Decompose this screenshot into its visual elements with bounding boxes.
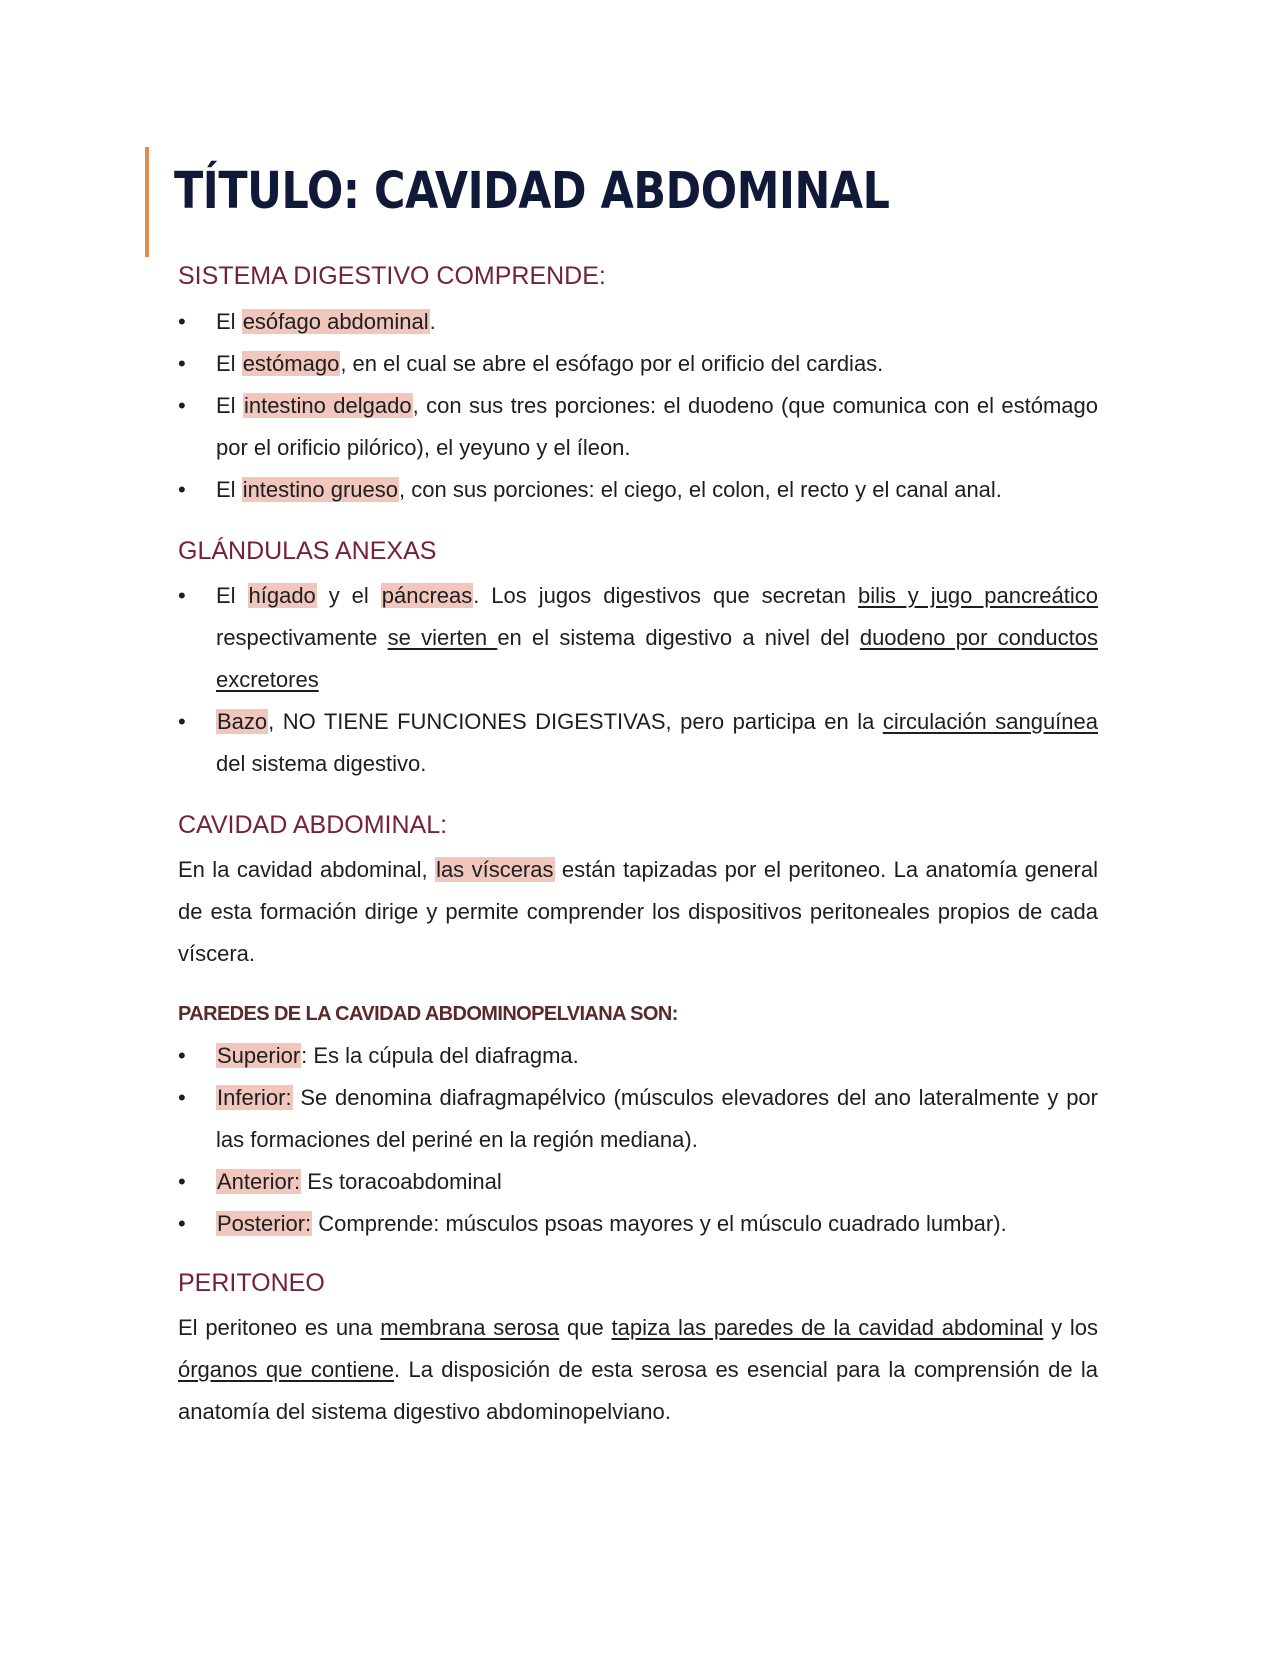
section-heading-paredes: PAREDES DE LA CAVIDAD ABDOMINOPELVIANA SON: <box>178 1003 678 1025</box>
section-heading-peritoneo: PERITONEO <box>178 1269 325 1297</box>
list-item: • El esófago abdominal. <box>178 301 1098 343</box>
highlight: intestino grueso <box>242 477 399 502</box>
bullet-icon: • <box>178 1169 186 1194</box>
highlight: Posterior: <box>217 1211 312 1236</box>
bullet-icon: • <box>178 351 186 376</box>
paredes-list <box>178 1035 1098 1245</box>
peritoneo-paragraph: El peritoneo es una membrana serosa que tapiza las paredes de la cavidad abdominal y los órganos que contiene. La disposición de esta serosa es esencial para la comprensión de la anatomía del sistema digestivo abdominopelviano. <box>178 1315 1098 1424</box>
list-item: • Posterior: Comprende: músculos psoas mayores y el músculo cuadrado lumbar). <box>178 1203 1098 1245</box>
list-item: • Superior: Es la cúpula del diafragma. <box>178 1035 1098 1077</box>
title-accent-bar <box>145 147 149 257</box>
bullet-icon: • <box>178 583 186 608</box>
bullet-icon: • <box>178 1085 186 1110</box>
list-item: • El intestino grueso, con sus porciones: el ciego, el colon, el recto y el canal anal. <box>178 469 1098 511</box>
bullet-icon: • <box>178 1211 186 1236</box>
underlined-text: se vierten <box>387 625 498 650</box>
list-item: • Anterior: Es toracoabdominal <box>178 1161 1098 1203</box>
bullet-icon: • <box>178 709 186 734</box>
list-item: • Inferior: Se denomina diafragmapélvico (músculos elevadores del ano lateralmente y por las formaciones del periné en la región mediana). <box>178 1077 1098 1161</box>
highlight: hígado <box>248 583 316 608</box>
list-item: • Bazo, NO TIENE FUNCIONES DIGESTIVAS, pero participa en la circulación sanguínea del sistema digestivo. <box>178 701 1098 785</box>
section-heading-digestivo: SISTEMA DIGESTIVO COMPRENDE: <box>178 262 606 290</box>
highlight: estómago <box>242 351 340 376</box>
highlight: Bazo <box>217 709 268 734</box>
bullet-icon: • <box>178 393 186 418</box>
underlined-text: tapiza las paredes de la cavidad abdominal <box>611 1315 1044 1340</box>
underlined-text: bilis y jugo pancreático <box>857 583 1098 608</box>
section-heading-glandulas: GLÁNDULAS ANEXAS <box>178 537 437 565</box>
glandulas-list <box>178 575 1098 785</box>
underlined-text: circulación sanguínea <box>882 709 1098 734</box>
highlight: Anterior: <box>217 1169 301 1194</box>
highlight: las vísceras <box>436 857 554 882</box>
section-heading-cavidad: CAVIDAD ABDOMINAL: <box>178 811 448 839</box>
underlined-text: duodeno por conductos excretores <box>216 625 1098 692</box>
highlight: páncreas <box>381 583 473 608</box>
list-item: • El intestino delgado, con sus tres porciones: el duodeno (que comunica con el estómago por el orificio pilórico), el yeyuno y el íleon. <box>178 385 1098 469</box>
list-item: • El hígado y el páncreas. Los jugos digestivos que secretan bilis y jugo pancreático respectivamente se vierten en el sistema digestivo a nivel del duodeno por conductos excretores <box>178 575 1098 701</box>
page-title: TÍTULO: CAVIDAD ABDOMINAL <box>174 162 890 221</box>
bullet-icon: • <box>178 309 186 334</box>
cavidad-paragraph: En la cavidad abdominal, las vísceras están tapizadas por el peritoneo. La anatomía general de esta formación dirige y permite comprender los dispositivos peritoneales propios de cada víscera. <box>178 857 1098 966</box>
highlight: intestino delgado <box>243 393 412 418</box>
highlight: esófago abdominal <box>242 309 429 334</box>
bullet-icon: • <box>178 1043 186 1068</box>
list-item: • El estómago, en el cual se abre el esófago por el orificio del cardias. <box>178 343 1098 385</box>
digestivo-list <box>178 301 1098 511</box>
underlined-text: membrana serosa <box>380 1315 560 1340</box>
bullet-icon: • <box>178 477 186 502</box>
highlight: Inferior: <box>217 1085 292 1110</box>
document-body <box>178 258 1098 1433</box>
highlight: Superior <box>217 1043 301 1068</box>
underlined-text: órganos que contiene <box>178 1357 395 1382</box>
